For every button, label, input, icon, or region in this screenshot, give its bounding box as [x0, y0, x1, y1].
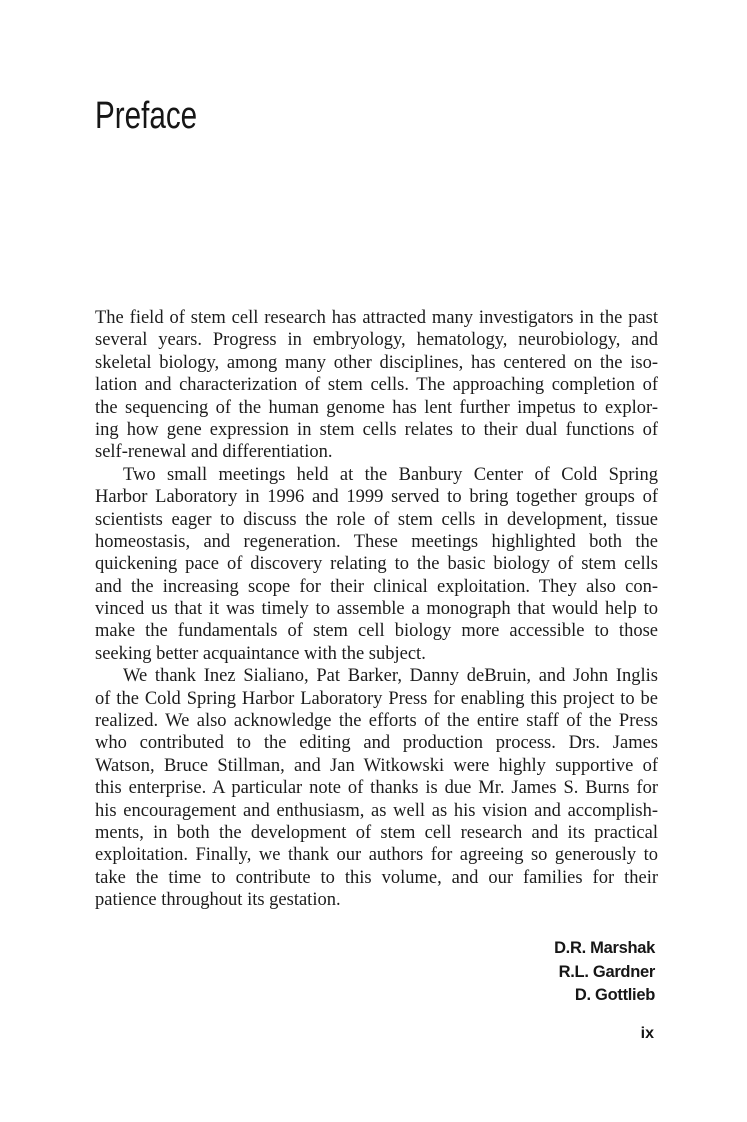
text-line: make the fundamentals of stem cell biology more accessible to those	[95, 621, 658, 642]
text-line: quickening pace of discovery relating to the basic biology of stem cells	[95, 554, 658, 575]
text-line: realized. We also acknowledge the efforts of the entire staff of the Press	[95, 711, 658, 732]
text-line: his encouragement and enthusiasm, as well as his vision and accomplish-	[95, 800, 658, 821]
signature-name: D. Gottlieb	[574, 986, 655, 1004]
text-line: Two small meetings held at the Banbury Center of Cold Spring	[123, 464, 658, 485]
text-line: who contributed to the editing and production process. Drs. James	[95, 733, 658, 754]
text-line: several years. Progress in embryology, hematology, neurobiology, and	[95, 330, 658, 351]
text-line: and the increasing scope for their clinical exploitation. They also con-	[95, 576, 658, 597]
text-line: lation and characterization of stem cells. The approaching completion of	[95, 375, 658, 396]
text-line: self-renewal and differentiation.	[95, 442, 333, 463]
signatures	[554, 937, 655, 1008]
text-line: ments, in both the development of stem cell research and its practical	[95, 822, 658, 843]
text-line: this enterprise. A particular note of thanks is due Mr. James S. Burns for	[95, 778, 658, 799]
text-line: scientists eager to discuss the role of stem cells in development, tissue	[95, 509, 658, 530]
page-number: ix	[640, 1025, 654, 1042]
text-line: We thank Inez Sialiano, Pat Barker, Danny deBruin, and John Inglis	[123, 666, 658, 687]
text-line: homeostasis, and regeneration. These meetings highlighted both the	[95, 531, 658, 552]
text-line: seeking better acquaintance with the subject.	[95, 643, 426, 664]
text-line: ing how gene expression in stem cells relates to their dual functions of	[95, 419, 658, 440]
paragraph	[95, 665, 658, 911]
text-line: The field of stem cell research has attracted many investigators in the past	[95, 308, 658, 328]
text-line: the sequencing of the human genome has lent further impetus to explor-	[95, 397, 658, 418]
signature-name: R.L. Gardner	[558, 962, 655, 981]
text-line: patience throughout its gestation.	[95, 890, 341, 911]
text-line: Harbor Laboratory in 1996 and 1999 served to bring together groups of	[95, 487, 658, 508]
text-line: vinced us that it was timely to assemble a monograph that would help to	[95, 599, 658, 620]
text-line: of the Cold Spring Harbor Laboratory Press for enabling this project to be	[95, 688, 658, 709]
paragraph	[95, 307, 658, 464]
text-line: skeletal biology, among many other disciplines, has centered on the iso-	[95, 352, 658, 373]
paragraph	[95, 464, 658, 666]
text-line: take the time to contribute to this volume, and our families for their	[95, 867, 658, 888]
page-title: Preface	[95, 95, 198, 137]
text-line: exploitation. Finally, we thank our authors for agreeing so generously to	[95, 845, 658, 866]
text-line: Watson, Bruce Stillman, and Jan Witkowski were highly supportive of	[95, 755, 658, 776]
signature-name: D.R. Marshak	[554, 939, 655, 957]
preface-body	[95, 307, 658, 912]
